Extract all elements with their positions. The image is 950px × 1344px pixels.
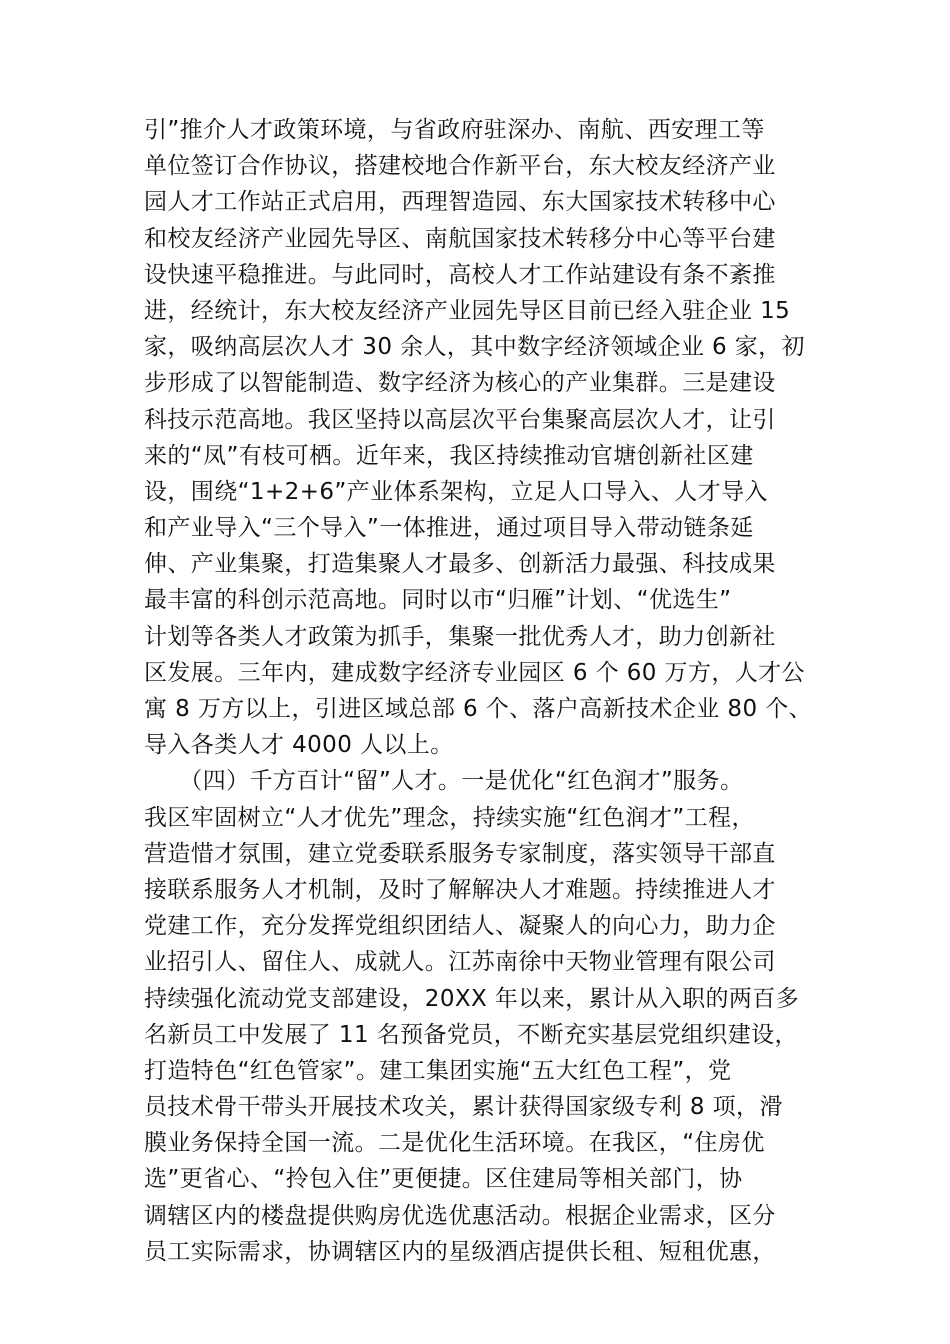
- text-line: 家，吸纳高层次人才 30 余人，其中数字经济领域企业 6 家，初: [144, 334, 805, 361]
- text-line: 来的“凤”有枝可栖。近年来，我区持续推动官塘创新社区建: [144, 442, 754, 469]
- text-line: 区发展。三年内，建成数字经济专业园区 6 个 60 万方，人才公: [144, 659, 805, 686]
- text-line: 引”推介人才政策环境，与省政府驻深办、南航、西安理工等: [144, 117, 765, 143]
- text-line: 业招引人、留住人、成就人。江苏南徐中天物业管理有限公司: [144, 949, 776, 976]
- text-line: 接联系服务人才机制，及时了解解决人才难题。持续推进人才: [144, 876, 776, 903]
- body-text: [144, 112, 844, 1270]
- text-line: 单位签订合作协议，搭建校地合作新平台，东大校友经济产业: [144, 153, 776, 180]
- text-line: 设快速平稳推进。与此同时，高校人才工作站建设有条不紊推: [144, 261, 776, 288]
- text-line: 最丰富的科创示范高地。同时以市“归雁”计划、“优选生”: [144, 587, 732, 614]
- text-line: 营造惜才氛围，建立党委联系服务专家制度，落实领导干部直: [144, 840, 776, 867]
- text-line: 伸、产业集聚，打造集聚人才最多、创新活力最强、科技成果: [144, 551, 776, 578]
- text-line: 进，经统计，东大校友经济产业园先导区目前已经入驻企业 15: [144, 297, 791, 324]
- text-line: 膜业务保持全国一流。二是优化生活环境。在我区，“住房优: [144, 1130, 765, 1157]
- text-line: 和校友经济产业园先导区、南航国家技术转移分中心等平台建: [144, 225, 776, 252]
- text-line: 计划等各类人才政策为抓手，集聚一批优秀人才，助力创新社: [144, 623, 776, 650]
- text-line: 我区牢固树立“人才优先”理念，持续实施“红色润才”工程，: [144, 804, 755, 831]
- text-line: 党建工作，充分发挥党组织团结人、凝聚人的向心力，助力企: [144, 913, 776, 940]
- text-line: 名新员工中发展了 11 名预备党员，不断充实基层党组织建设，: [144, 1021, 798, 1048]
- text-line: 调辖区内的楼盘提供购房优选优惠活动。根据企业需求，区分: [144, 1202, 776, 1229]
- text-line: 员工实际需求，协调辖区内的星级酒店提供长租、短租优惠，: [144, 1238, 776, 1265]
- text-line: 科技示范高地。我区坚持以高层次平台集聚高层次人才，让引: [144, 406, 776, 433]
- text-line: 持续强化流动党支部建设，20XX 年以来，累计从入职的两百多: [144, 985, 800, 1012]
- text-line: 员技术骨干带头开展技术攻关，累计获得国家级专利 8 项，滑: [144, 1094, 783, 1121]
- text-line: （四）千方百计“留”人才。一是优化“红色润才”服务。: [144, 768, 744, 795]
- text-line: 园人才工作站正式启用，西理智造园、东大国家技术转移中心: [144, 189, 776, 216]
- text-line: 导入各类人才 4000 人以上。: [144, 732, 454, 759]
- text-line: 寓 8 万方以上，引进区域总部 6 个、落户高新技术企业 80 个、: [144, 696, 812, 722]
- text-line: 和产业导入“三个导入”一体推进，通过项目导入带动链条延: [144, 515, 754, 542]
- text-line: 设，围绕“1+2+6”产业体系架构，立足人口导入、人才导入: [144, 478, 768, 505]
- text-line: 步形成了以智能制造、数字经济为核心的产业集群。三是建设: [144, 370, 776, 397]
- text-line: 选”更省心、“拎包入住”更便捷。区住建局等相关部门，协: [144, 1166, 743, 1193]
- text-line: 打造特色“红色管家”。建工集团实施“五大红色工程”，党: [144, 1057, 732, 1084]
